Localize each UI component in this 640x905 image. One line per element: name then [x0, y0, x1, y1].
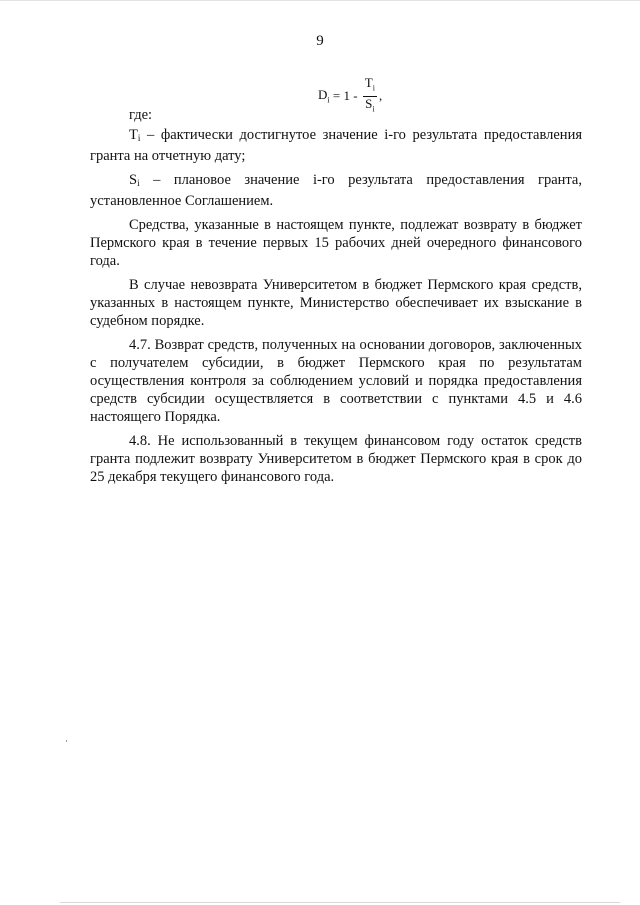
- paragraph-return: Средства, указанные в настоящем пункте, подлежат возврату в бюджет Пермского края в течение первых 15 рабочих дней очередного финансового года.: [90, 217, 582, 269]
- t-definition: – фактически достигнутое значение i-го результата предоставления гранта на отчетную дату;: [90, 127, 582, 164]
- page-number: 9: [316, 33, 324, 49]
- s-term: Si: [129, 172, 140, 188]
- where-label: где:: [129, 107, 153, 123]
- fraction-denominator: $S_i$: [365, 95, 375, 114]
- definition-s: [90, 171, 582, 210]
- scan-mark-top: [0, 0, 640, 1]
- fraction-numerator: $T_i$: [363, 76, 377, 97]
- definition-t: [90, 126, 582, 165]
- formula-equals: = 1 -: [329, 88, 361, 104]
- formula-tail: ,: [378, 88, 383, 104]
- t-term: Ti: [129, 127, 141, 143]
- scan-mark-bottom: [60, 902, 620, 903]
- formula-lhs: $D_i$: [318, 87, 330, 105]
- s-definition: – плановое значение i-го результата предоставления гранта, установленное Соглашением.: [90, 172, 582, 209]
- paragraph-nonreturn: В случае невозврата Университетом в бюджет Пермского края средств, указанных в настоящем пункте, Министерство обеспечивает их взыскание в судебном порядке.: [90, 277, 582, 329]
- scan-mark-left-dot: [66, 740, 67, 742]
- document-body: [90, 106, 582, 492]
- paragraph-4-8: 4.8. Не использованный в текущем финансовом году остаток средств гранта подлежит возврату Университетом в бюджет Пермского края в срок до 25 декабря текущего финансового года.: [90, 433, 582, 485]
- paragraph-4-7: 4.7. Возврат средств, полученных на основании договоров, заключенных с получателем субсидии, в бюджет Пермского края по результатам осуществления контроля за соблюдением условий и порядка предоставления средств субсидии осуществляется в соответствии с пунктами 4.5 и 4.6 настоящего Порядка.: [90, 337, 582, 425]
